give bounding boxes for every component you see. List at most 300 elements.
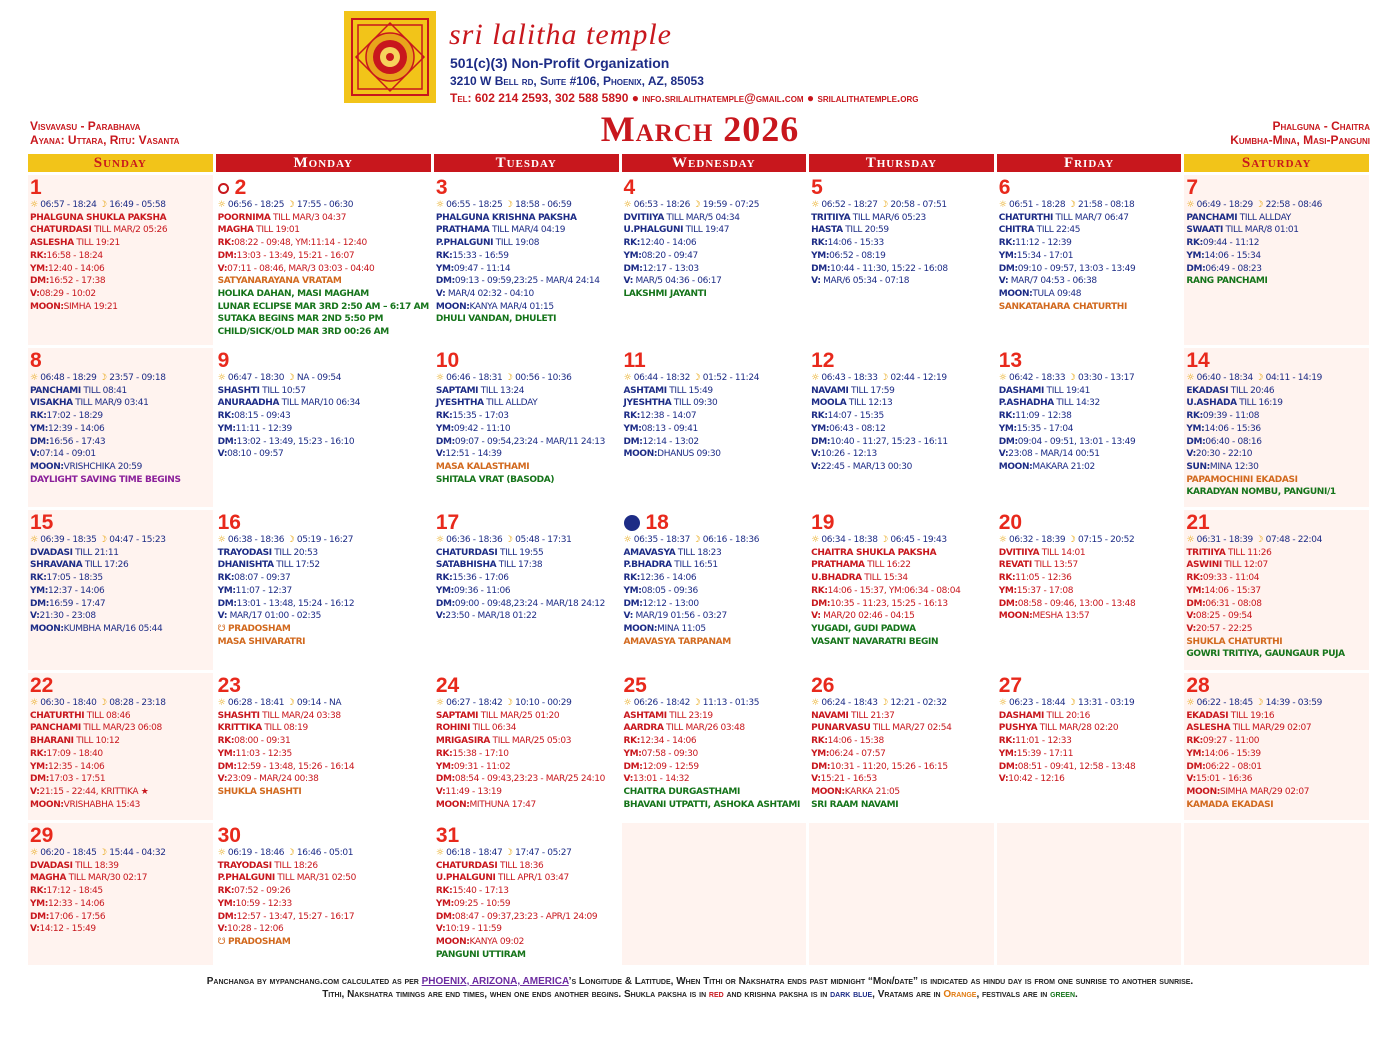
panchang-key: YM: bbox=[435, 263, 454, 274]
panchang-value: TILL 10:12 bbox=[73, 736, 120, 747]
day-number bbox=[30, 177, 211, 199]
panchang-value: 06:24 - 07:57 bbox=[829, 748, 886, 759]
panchang-value: TILL MAR/25 01:20 bbox=[478, 710, 560, 721]
sun-icon: ☼ bbox=[998, 535, 1009, 545]
panchang-line bbox=[1186, 212, 1367, 225]
day-number-text: 4 bbox=[623, 176, 636, 199]
footer-text: . bbox=[1075, 989, 1078, 1000]
sunrise-sunset: 06:44 - 18:32 bbox=[633, 373, 691, 383]
org-type: 501(c)(3) Non-Profit Organization bbox=[450, 55, 670, 71]
panchang-value: TILL 19:01 bbox=[253, 225, 300, 236]
panchang-line bbox=[30, 237, 211, 250]
sunrise-sunset: 06:53 - 18:26 bbox=[633, 200, 691, 210]
sunrise-sunset: 06:52 - 18:27 bbox=[821, 200, 878, 210]
panchang-line bbox=[999, 547, 1180, 560]
panchang-line bbox=[30, 410, 211, 423]
panchang-key: RK: bbox=[435, 411, 453, 422]
panchang-key: V: bbox=[217, 924, 228, 935]
panchang-line bbox=[436, 610, 617, 623]
day-number bbox=[30, 675, 211, 697]
panchang-value: 15:40 - 17:13 bbox=[452, 886, 509, 897]
day-number-text: 26 bbox=[811, 674, 835, 697]
panchang-value: TILL APR/1 03:47 bbox=[495, 873, 569, 884]
moonrise-moonset: 20:58 - 07:51 bbox=[890, 200, 947, 210]
panchang-key: V: bbox=[811, 276, 821, 287]
day-cell[interactable] bbox=[434, 510, 619, 670]
panchang-value: TILL 15:34 bbox=[861, 573, 908, 584]
panchang-line bbox=[811, 461, 992, 474]
sun-moon-times bbox=[811, 372, 992, 385]
sunrise-sunset: 06:40 - 18:34 bbox=[1196, 373, 1253, 383]
panchang-key: RK: bbox=[217, 573, 235, 584]
moonrise-moonset: 06:16 - 18:36 bbox=[702, 535, 760, 545]
panchang-key: DM: bbox=[30, 911, 49, 922]
panchang-line bbox=[436, 860, 617, 873]
panchang-key: DVADASI bbox=[30, 860, 73, 871]
panchang-key: RK: bbox=[811, 238, 828, 249]
panchang-value: TILL 20:53 bbox=[271, 547, 318, 558]
panchang-key: RK: bbox=[998, 238, 1016, 249]
panchang-line bbox=[624, 547, 805, 560]
panchang-value: 08:05 - 09:36 bbox=[641, 585, 698, 596]
panchang-key: DASHAMI bbox=[998, 385, 1045, 396]
day-cell[interactable] bbox=[622, 348, 807, 507]
panchang-key: NAVAMI bbox=[811, 710, 849, 721]
sun-icon: ☼ bbox=[435, 698, 447, 708]
panchang-value: TILL MAR/27 02:54 bbox=[870, 723, 952, 734]
panchang-key: ASLESHA bbox=[1186, 723, 1231, 734]
panchang-key: ASWINI bbox=[1186, 560, 1222, 571]
panchang-line bbox=[624, 748, 805, 761]
panchang-key: KRITTIKA bbox=[217, 723, 262, 734]
panchang-line bbox=[218, 911, 429, 924]
org-contact[interactable]: Tel: 602 214 2593, 302 588 5890 ● info.srilalithatemple@gmail.com ● srilalithatemple.org bbox=[450, 91, 919, 105]
day-number bbox=[624, 512, 805, 534]
panchang-line bbox=[436, 923, 617, 936]
panchang-key: DM: bbox=[623, 436, 643, 447]
panchang-key: YM: bbox=[435, 761, 454, 772]
panchang-line bbox=[811, 598, 992, 611]
panchang-key: DVADASI bbox=[30, 547, 73, 558]
day-cell[interactable] bbox=[28, 175, 213, 345]
panchang-line bbox=[218, 547, 429, 560]
day-cell[interactable] bbox=[1184, 348, 1369, 507]
panchang-line bbox=[30, 786, 211, 799]
day-number bbox=[624, 177, 805, 199]
panchang-line bbox=[436, 237, 617, 250]
panchang-line bbox=[218, 288, 429, 301]
panchang-value: TILL MAR/4 04:19 bbox=[489, 225, 566, 236]
panchang-value: MAKARA 21:02 bbox=[1032, 461, 1095, 472]
day-cell[interactable] bbox=[622, 175, 807, 345]
panchang-line bbox=[811, 224, 992, 237]
panchang-value: 17:03 - 17:51 bbox=[48, 774, 106, 785]
day-number bbox=[624, 675, 805, 697]
panchang-line bbox=[30, 923, 211, 936]
sun-icon: ☼ bbox=[623, 698, 634, 708]
day-number-text: 1 bbox=[30, 176, 42, 199]
moonrise-moonset: NA - 09:54 bbox=[296, 373, 342, 383]
day-number bbox=[30, 512, 211, 534]
panchang-key: MASA KALASTHAMI bbox=[435, 461, 530, 472]
day-cell[interactable] bbox=[997, 348, 1182, 507]
panchang-key: V: bbox=[998, 774, 1009, 785]
sun-icon: ☼ bbox=[435, 535, 447, 545]
panchang-value: TILL 15:49 bbox=[666, 385, 713, 396]
panchang-key: MAGHA bbox=[30, 873, 67, 884]
panchang-line bbox=[218, 885, 429, 898]
panchang-key: DM: bbox=[998, 598, 1018, 609]
panchang-line bbox=[30, 735, 211, 748]
day-cell[interactable] bbox=[434, 823, 619, 965]
samvatsara-line: Visvavasu - Parabhava bbox=[30, 119, 141, 133]
day-cell[interactable] bbox=[28, 348, 213, 507]
panchang-line bbox=[811, 636, 992, 649]
panchang-line bbox=[218, 710, 429, 723]
day-number-text: 9 bbox=[217, 349, 230, 372]
day-number bbox=[436, 177, 617, 199]
panchang-key: HOLIKA DAHAN, MASI MAGHAM bbox=[217, 288, 369, 299]
day-cell[interactable] bbox=[997, 175, 1182, 345]
panchang-value: 07:58 - 09:30 bbox=[641, 748, 698, 759]
panchang-line bbox=[1186, 250, 1367, 263]
day-cell[interactable] bbox=[1184, 510, 1369, 670]
panchang-key: V: bbox=[1186, 449, 1196, 460]
crescent-moon-icon: ☽ bbox=[284, 698, 297, 708]
panchang-value: TILL 13:24 bbox=[478, 385, 525, 396]
panchang-line bbox=[811, 572, 992, 585]
panchang-value: TILL MAR/8 01:01 bbox=[1223, 225, 1299, 236]
panchang-line bbox=[624, 263, 805, 276]
panchang-value: 15:35 - 17:03 bbox=[452, 411, 509, 422]
panchang-value: TILL 08:19 bbox=[261, 723, 308, 734]
panchang-key: MOON: bbox=[30, 461, 64, 472]
footer-text: and krishna paksha is in bbox=[723, 989, 831, 1000]
sun-icon: ☼ bbox=[217, 535, 228, 545]
panchang-key: PUSHYA bbox=[998, 723, 1038, 734]
panchang-line bbox=[1186, 559, 1367, 572]
crescent-moon-icon: ☽ bbox=[690, 535, 703, 545]
crescent-moon-icon: ☽ bbox=[877, 200, 891, 210]
panchang-line bbox=[436, 250, 617, 263]
panchang-line bbox=[436, 761, 617, 774]
panchang-key: V: bbox=[435, 288, 446, 299]
sunrise-sunset: 06:35 - 18:37 bbox=[633, 535, 691, 545]
sun-moon-times bbox=[436, 534, 617, 547]
panchang-value: 09:42 - 11:10 bbox=[453, 423, 511, 434]
panchang-value: TILL 17:52 bbox=[273, 560, 320, 571]
empty-day-cell bbox=[809, 823, 994, 965]
crescent-moon-icon: ☽ bbox=[502, 535, 516, 545]
panchang-line bbox=[811, 722, 992, 735]
panchang-line bbox=[30, 461, 211, 474]
panchang-value: 09:04 - 09:51, 13:01 - 13:49 bbox=[1017, 436, 1136, 447]
panchang-line bbox=[624, 559, 805, 572]
panchang-line bbox=[436, 710, 617, 723]
panchang-key: TRAYODASI bbox=[217, 547, 272, 558]
sunrise-sunset: 06:26 - 18:42 bbox=[633, 698, 691, 708]
weekday-header-saturday: Saturday bbox=[1184, 154, 1369, 172]
panchang-value: TILL MAR/2 05:26 bbox=[91, 225, 168, 236]
panchang-value: 06:49 - 08:23 bbox=[1205, 263, 1262, 274]
day-number-text: 18 bbox=[645, 511, 669, 534]
panchang-key: RK: bbox=[1186, 411, 1203, 422]
day-cell[interactable] bbox=[216, 510, 431, 670]
panchang-line bbox=[218, 936, 429, 949]
panchang-value: TILL 16:22 bbox=[864, 560, 911, 571]
panchang-key: V: bbox=[623, 774, 633, 785]
panchang-line bbox=[999, 275, 1180, 288]
panchang-line bbox=[30, 773, 211, 786]
panchang-line bbox=[436, 872, 617, 885]
sunrise-sunset: 06:30 - 18:40 bbox=[40, 698, 97, 708]
panchang-value: 12:39 - 14:06 bbox=[48, 423, 105, 434]
moonrise-moonset: 02:44 - 12:19 bbox=[890, 373, 947, 383]
day-number bbox=[999, 675, 1180, 697]
panchang-value: 08:13 - 09:41 bbox=[641, 423, 698, 434]
panchang-value: KUMBHA MAR/16 05:44 bbox=[63, 623, 163, 634]
panchang-key: V: bbox=[30, 786, 40, 797]
panchang-key: MOON: bbox=[435, 799, 470, 810]
panchang-value: 11:07 - 12:37 bbox=[235, 585, 292, 596]
panchang-key: V: bbox=[435, 611, 446, 622]
panchang-value: TILL 19:55 bbox=[497, 547, 544, 558]
day-number-text: 12 bbox=[811, 349, 835, 372]
panchang-key: DM: bbox=[1186, 263, 1206, 274]
panchang-key: ☋ PRADOSHAM bbox=[217, 623, 291, 634]
day-number-text: 14 bbox=[1186, 349, 1210, 372]
panchang-line bbox=[30, 623, 211, 636]
panchang-value: MITHUNA 17:47 bbox=[469, 799, 536, 810]
panchang-value: 13:01 - 13:48, 15:24 - 16:12 bbox=[236, 598, 355, 609]
day-cell[interactable] bbox=[809, 673, 994, 820]
panchang-line bbox=[999, 436, 1180, 449]
panchang-line bbox=[30, 288, 211, 301]
sunrise-sunset: 06:24 - 18:43 bbox=[821, 698, 878, 708]
panchang-key: YM: bbox=[217, 423, 236, 434]
panchang-key: MOON: bbox=[435, 936, 470, 947]
panchang-key: DM: bbox=[435, 774, 455, 785]
panchang-value: 14:06 - 15:39 bbox=[1204, 748, 1261, 759]
day-cell[interactable] bbox=[809, 175, 994, 345]
panchang-key: VISAKHA bbox=[30, 398, 73, 409]
day-cell[interactable] bbox=[434, 673, 619, 820]
panchang-key: DM: bbox=[435, 911, 455, 922]
panchang-line bbox=[811, 423, 992, 436]
panchang-value: 15:01 - 16:36 bbox=[1195, 774, 1253, 785]
panchang-value: 14:06 - 15:37, YM:06:34 - 08:04 bbox=[827, 585, 961, 596]
sun-icon: ☼ bbox=[1186, 698, 1197, 708]
panchang-line bbox=[811, 385, 992, 398]
panchang-key: EKADASI bbox=[1186, 385, 1229, 396]
calendar-grid bbox=[28, 154, 1369, 965]
sun-moon-times bbox=[999, 697, 1180, 710]
day-cell[interactable] bbox=[809, 348, 994, 507]
panchang-line bbox=[436, 559, 617, 572]
panchang-value: TILL 18:36 bbox=[497, 860, 544, 871]
panchang-key: MOON: bbox=[30, 799, 64, 810]
day-number bbox=[999, 512, 1180, 534]
panchang-value: TILL MAR/5 04:34 bbox=[663, 212, 740, 223]
day-cell[interactable] bbox=[622, 510, 807, 670]
panchang-key: PANCHAMI bbox=[1186, 212, 1238, 223]
panchang-key: DM: bbox=[30, 276, 49, 287]
panchang-value: 09:13 - 09:59,23:25 - MAR/4 24:14 bbox=[454, 276, 600, 287]
panchang-line bbox=[30, 898, 211, 911]
day-cell[interactable] bbox=[28, 823, 213, 965]
sun-moon-times bbox=[30, 372, 211, 385]
panchang-line bbox=[624, 436, 805, 449]
panchang-value: TILL 14:32 bbox=[1053, 398, 1100, 409]
panchang-key: YM: bbox=[30, 898, 49, 909]
day-cell[interactable] bbox=[216, 823, 431, 965]
moonrise-moonset: 05:19 - 16:27 bbox=[296, 535, 354, 545]
panchang-line bbox=[436, 911, 617, 924]
panchang-value: TILL 17:26 bbox=[82, 560, 129, 571]
panchang-line bbox=[30, 212, 211, 225]
panchang-key: U.PHALGUNI bbox=[435, 873, 496, 884]
panchang-line bbox=[218, 872, 429, 885]
panchang-value: TULA 09:48 bbox=[1032, 288, 1082, 299]
footer-text: , festivals are in bbox=[976, 989, 1051, 1000]
panchang-key: CHAITRA SHUKLA PAKSHA bbox=[811, 547, 937, 558]
panchang-line bbox=[218, 735, 429, 748]
day-cell[interactable] bbox=[1184, 673, 1369, 820]
panchang-key: DM: bbox=[811, 436, 831, 447]
panchang-line bbox=[436, 799, 617, 812]
panchang-value: 15:21 - 16:53 bbox=[820, 774, 877, 785]
day-number bbox=[218, 675, 429, 697]
panchang-line bbox=[624, 710, 805, 723]
panchang-value: VRISHABHA 15:43 bbox=[63, 799, 140, 810]
panchang-key: YM: bbox=[435, 585, 454, 596]
panchang-line bbox=[811, 610, 992, 623]
panchang-line bbox=[436, 547, 617, 560]
panchang-value: 23:09 - MAR/24 00:38 bbox=[227, 774, 319, 785]
panchang-value: 08:07 - 09:37 bbox=[234, 573, 291, 584]
panchang-line bbox=[811, 761, 992, 774]
panchang-key: RK: bbox=[217, 411, 235, 422]
day-number bbox=[811, 512, 992, 534]
panchang-value: TILL 11:26 bbox=[1225, 547, 1272, 558]
location-link[interactable]: PHOENIX, ARIZONA, AMERICA bbox=[421, 976, 569, 987]
panchang-key: DVITIIYA bbox=[998, 547, 1040, 558]
panchang-line bbox=[218, 448, 429, 461]
sun-moon-times bbox=[218, 697, 429, 710]
day-cell[interactable] bbox=[216, 673, 431, 820]
panchang-line bbox=[624, 212, 805, 225]
panchang-key: POORNIMA bbox=[217, 212, 271, 223]
day-cell[interactable] bbox=[28, 510, 213, 670]
day-cell[interactable] bbox=[809, 510, 994, 670]
crescent-moon-icon: ☽ bbox=[96, 698, 110, 708]
footer-text: ’s Longitude & Latitude, When Tithi or Nakshatra ends past midnight “Mon/date” is indicated as hindu day is from one sunrise to another sunrise. bbox=[568, 976, 1194, 987]
panchang-value: 17:09 - 18:40 bbox=[46, 748, 103, 759]
panchang-line bbox=[30, 572, 211, 585]
panchang-line bbox=[1186, 722, 1367, 735]
panchang-line bbox=[1186, 799, 1367, 812]
moonrise-moonset: 07:48 - 22:04 bbox=[1265, 535, 1322, 545]
panchang-key: LUNAR ECLIPSE MAR 3RD 2:50 AM – 6:17 AM bbox=[217, 301, 429, 312]
panchang-key: U.BHADRA bbox=[811, 573, 862, 584]
panchang-value: MAR/6 05:34 - 07:18 bbox=[820, 276, 910, 287]
panchang-line bbox=[1186, 648, 1367, 661]
day-cell[interactable] bbox=[997, 510, 1182, 670]
panchang-value: 11:49 - 13:19 bbox=[445, 786, 502, 797]
sun-icon: ☼ bbox=[623, 200, 634, 210]
panchang-key: MOOLA bbox=[811, 398, 847, 409]
panchang-key: RK: bbox=[811, 585, 828, 596]
day-cell[interactable] bbox=[434, 348, 619, 507]
panchang-value: 12:40 - 14:06 bbox=[639, 238, 697, 249]
panchang-value: DHANUS 09:30 bbox=[657, 449, 721, 460]
moonrise-moonset: 21:58 - 08:18 bbox=[1078, 200, 1135, 210]
panchang-line bbox=[436, 301, 617, 314]
panchang-value: 07:14 - 09:01 bbox=[39, 449, 96, 460]
panchang-key: YM: bbox=[435, 423, 454, 434]
panchang-key: RK: bbox=[435, 886, 453, 897]
sun-icon: ☼ bbox=[217, 373, 228, 383]
day-number bbox=[218, 825, 429, 847]
crescent-moon-icon: ☽ bbox=[1252, 698, 1266, 708]
panchang-line bbox=[30, 250, 211, 263]
sun-moon-times bbox=[218, 372, 429, 385]
panchang-value: 09:31 - 11:02 bbox=[453, 761, 511, 772]
sun-icon: ☼ bbox=[217, 698, 228, 708]
crescent-moon-icon: ☽ bbox=[284, 200, 297, 210]
panchang-line bbox=[811, 263, 992, 276]
day-number bbox=[1186, 177, 1367, 199]
sun-moon-times bbox=[624, 199, 805, 212]
panchang-value: 20:30 - 22:10 bbox=[1195, 449, 1253, 460]
panchang-key: SUTAKA BEGINS MAR 2ND 5:50 PM bbox=[217, 314, 384, 325]
panchang-key: V: bbox=[811, 449, 821, 460]
panchang-value: 11:03 - 12:35 bbox=[235, 748, 292, 759]
sun-moon-times bbox=[30, 697, 211, 710]
panchang-key: MOON: bbox=[998, 288, 1033, 299]
panchang-line bbox=[218, 598, 429, 611]
panchang-line bbox=[811, 237, 992, 250]
moonrise-moonset: 07:15 - 20:52 bbox=[1078, 535, 1135, 545]
panchang-value: 21:15 - 22:44, KRITTIKA ★ bbox=[39, 786, 149, 797]
day-cell[interactable] bbox=[997, 673, 1182, 820]
panchang-key: HASTA bbox=[811, 225, 843, 236]
panchang-line bbox=[1186, 263, 1367, 276]
panchang-value: 08:10 - 09:57 bbox=[227, 449, 284, 460]
panchang-line bbox=[218, 385, 429, 398]
day-number bbox=[999, 350, 1180, 372]
org-name: sri lalitha temple bbox=[449, 18, 672, 51]
day-number-text: 5 bbox=[811, 176, 823, 199]
sunrise-sunset: 06:42 - 18:33 bbox=[1008, 373, 1066, 383]
panchang-line bbox=[811, 547, 992, 560]
day-cell[interactable] bbox=[622, 673, 807, 820]
panchang-value: TILL 19:47 bbox=[683, 225, 730, 236]
panchang-value: 17:02 - 18:29 bbox=[46, 411, 103, 422]
panchang-key: V: bbox=[30, 288, 40, 299]
day-cell[interactable] bbox=[216, 175, 431, 345]
day-cell[interactable] bbox=[28, 673, 213, 820]
day-cell[interactable] bbox=[216, 348, 431, 507]
moonrise-moonset: 12:21 - 02:32 bbox=[890, 698, 947, 708]
sun-icon: ☼ bbox=[30, 848, 41, 858]
panchang-key: DAYLIGHT SAVING TIME BEGINS bbox=[30, 474, 181, 485]
day-cell[interactable] bbox=[434, 175, 619, 345]
crescent-moon-icon: ☽ bbox=[1065, 373, 1079, 383]
month-title: March 2026 bbox=[600, 109, 800, 149]
panchang-value: TILL 18:23 bbox=[675, 547, 722, 558]
day-cell[interactable] bbox=[1184, 175, 1369, 345]
